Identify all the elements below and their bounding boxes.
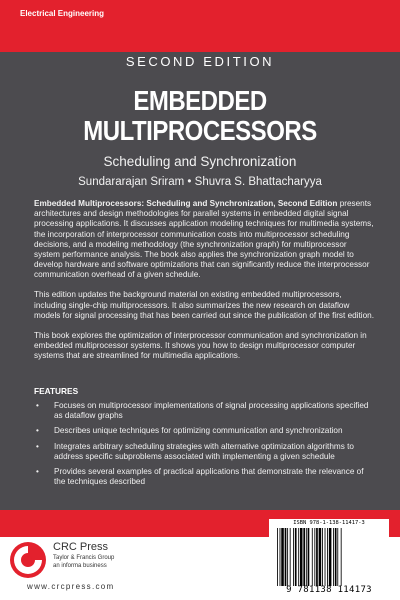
paragraph-3: This book explores the optimization of interprocessor communication and synchronization in embedded multiprocessor systems. It shows you how to design multiprocessor computer systems that are streamlined for multimedia applications. bbox=[34, 330, 367, 361]
publisher-url[interactable]: www.crcpress.com bbox=[27, 582, 115, 591]
feature-item bbox=[34, 401, 374, 421]
edition-label: SECOND EDITION bbox=[0, 52, 400, 70]
features-heading: FEATURES bbox=[34, 386, 79, 396]
paragraph-2: This edition updates the background material on existing embedded multiprocessors, including single-chip multiprocessors. It also summarizes the new research on dataflow models for signal processing that has been carried out since the publication of the first edition. bbox=[34, 290, 374, 320]
publisher-name: CRC Press bbox=[53, 541, 109, 553]
description bbox=[34, 199, 374, 371]
isbn-label: ISBN 978-1-138-11417-3 bbox=[293, 520, 365, 526]
title-line-1: EMBEDDED bbox=[133, 85, 267, 117]
subtitle: Scheduling and Synchronization bbox=[103, 154, 297, 169]
feature-text: Integrates arbitrary scheduling strategies with alternative optimization algorithms to address specific subproblems associated with implementing a given schedule bbox=[54, 441, 354, 461]
feature-item bbox=[34, 426, 374, 436]
features-list bbox=[34, 401, 374, 492]
barcode-icon bbox=[277, 528, 381, 586]
category-label: Electrical Engineering bbox=[20, 9, 105, 18]
paragraph-1-text: presents architectures and design methodologies for parallel systems in embedded digital signal processing applications. It discusses application modeling techniques for multimedia systems, the incorporation of interprocessor communication costs into multiprocessor scheduling decisions, and a modeling methodology (the synchronization graph) for multiprocessor system performance analysis. The book also applies the synchronization graph model to develop hardware and software optimizations that can significantly reduce the interprocessor communication overhead of a given schedule. bbox=[34, 199, 374, 280]
barcode-number: 9 781138 114173 bbox=[286, 585, 372, 595]
feature-item bbox=[34, 442, 374, 462]
paragraph-1 bbox=[34, 199, 374, 281]
bullet-icon: • bbox=[36, 441, 39, 451]
authors: Sundararajan Sriram • Shuvra S. Bhattacharyya bbox=[78, 176, 322, 188]
paragraph-1-bold: Embedded Multiprocessors: Scheduling and Synchronization, Second Edition bbox=[34, 199, 338, 208]
crc-press-logo-icon bbox=[8, 540, 48, 580]
feature-item bbox=[34, 467, 374, 487]
bullet-icon: • bbox=[36, 401, 39, 410]
bullet-icon: • bbox=[36, 426, 39, 436]
feature-text: Focuses on multiprocessor implementations of signal processing applications specified as dataflow graphs bbox=[54, 401, 369, 421]
feature-text: Describes unique techniques for optimizing communication and synchronization bbox=[54, 426, 343, 436]
feature-text: Provides several examples of practical applications that demonstrate the relevance of the techniques described bbox=[54, 467, 364, 487]
barcode-box bbox=[269, 519, 389, 598]
bullet-icon: • bbox=[36, 467, 39, 477]
title-line-2: MULTIPROCESSORS bbox=[83, 115, 317, 147]
publisher-group: Taylor & Francis Group bbox=[53, 555, 115, 561]
publisher-business: an informa business bbox=[53, 563, 107, 569]
